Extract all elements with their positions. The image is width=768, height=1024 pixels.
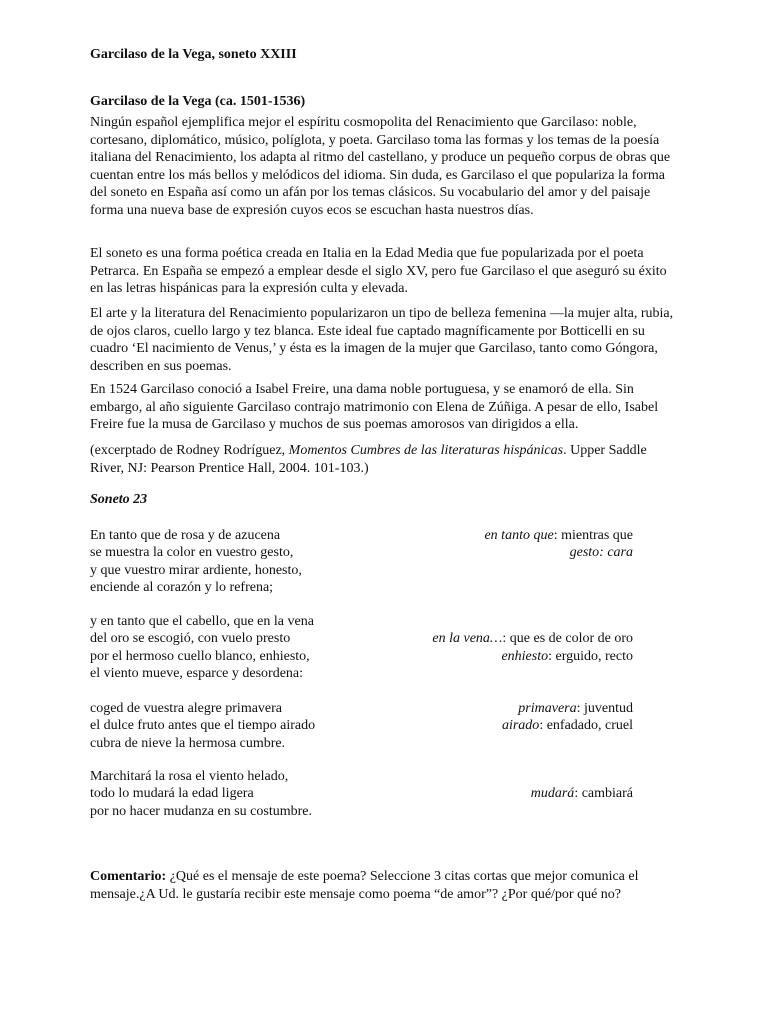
verse-text: todo lo mudará la edad ligera [90, 786, 254, 802]
poem-line [90, 630, 633, 647]
gloss [570, 544, 633, 562]
gloss [531, 785, 633, 803]
poem-line [90, 562, 633, 579]
verse-text: coged de vuestra alegre primavera [90, 701, 283, 716]
gloss-definition: : mientras que [553, 528, 633, 543]
citation [90, 442, 676, 477]
poem-line [90, 803, 633, 820]
gloss-term: mudará [530, 786, 575, 802]
verse-text: por no hacer mudanza en su costumbre. [90, 803, 312, 819]
citation-suffix: . Upper Saddle River, NJ: Pearson Prentice Hall, 2004. 101-103.) [90, 443, 647, 476]
gloss-term: primavera [518, 701, 577, 716]
comment-text: ¿Qué es el mensaje de este poema? Seleccione 3 citas cortas que mejor comunica el mensaje.¿A Ud. le gustaría recibir este mensaje como poema “de amor”? ¿Por qué/por qué no? [90, 869, 639, 902]
verse-text: y que vuestro mirar ardiente, honesto, [90, 562, 302, 578]
comment-question [90, 868, 676, 903]
comment-label: Comentario: [90, 869, 167, 884]
verse-text: se muestra la color en vuestro gesto, [90, 545, 294, 561]
poem-line [90, 665, 633, 682]
verse-text: del oro se escogió, con vuelo presto [90, 631, 291, 647]
poem-line [90, 735, 633, 752]
verse-text: cubra de nieve la hermosa cumbre. [90, 735, 286, 751]
poem-line [90, 648, 633, 665]
gloss-term: en tanto que [484, 528, 554, 543]
verse-text: enciende al corazón y lo refrena; [90, 579, 274, 595]
poem-line [90, 544, 633, 561]
verse-text: y en tanto que el cabello, que en la vena [90, 614, 314, 629]
verse-text: Marchitará la rosa el viento helado, [90, 769, 289, 784]
poem-line [90, 768, 633, 785]
citation-prefix: (excerptado de Rodney Rodríguez, [90, 443, 289, 458]
gloss [501, 648, 633, 666]
isabel-freire-paragraph: En 1524 Garcilaso conoció a Isabel Freire, una dama noble portuguesa, y se enamoró de ella. Sin embargo, al año siguiente Garcilaso contrajo matrimonio con Elena de Zúñiga. A pesar de ello, Isabel Freire fue la musa de Garcilaso y muchos de sus poemas amorosos van dirigidos a ella. [90, 382, 659, 432]
poem-line [90, 700, 633, 717]
poem-line [90, 527, 633, 544]
document-title: Garcilaso de la Vega, soneto XXIII [90, 47, 297, 62]
sonnet-title: Soneto 23 [90, 492, 148, 507]
gloss-definition: : juventud [576, 701, 633, 716]
sonnet-history-paragraph: El soneto es una forma poética creada en Italia en la Edad Media que fue popularizada por el poeta Petrarca. En España se empezó a emplear desde el siglo XV, pero fue Garcilaso el que aseguró su éxito en las letras hispánicas para la expresión culta y elevada. [90, 246, 667, 296]
gloss-definition: : que es de color de oro [502, 631, 633, 647]
gloss-definition: : cambiará [574, 786, 633, 802]
gloss-term: airado [501, 718, 540, 734]
renaissance-beauty-paragraph: El arte y la literatura del Renacimiento popularizaron un tipo de belleza femenina —la mujer alta, rubia, de ojos claros, cuello largo y tez blanca. Este ideal fue captado magníficamente por Botticelli en su cuadro ‘El nacimiento de Venus,’ y ésta es la imagen de la mujer que Garcilaso, tanto como Góngora, describen en sus poemas. [90, 306, 674, 374]
gloss [432, 630, 633, 648]
stanza-4 [90, 768, 633, 820]
verse-text: el viento mueve, esparce y desordena: [90, 665, 304, 681]
gloss-term: en la vena… [432, 631, 503, 647]
gloss [518, 700, 633, 718]
bio-heading: Garcilaso de la Vega (ca. 1501-1536) [90, 94, 306, 109]
gloss-definition: : enfadado, cruel [539, 718, 633, 734]
verse-text: En tanto que de rosa y de azucena [90, 528, 281, 543]
gloss-term: gesto: cara [569, 545, 633, 561]
citation-book-title: Momentos Cumbres de las literaturas hispánicas [288, 443, 564, 458]
poem-line [90, 717, 633, 734]
stanza-3 [90, 700, 633, 752]
gloss [502, 717, 633, 735]
gloss-term: enhiesto [501, 648, 549, 664]
verse-text: por el hermoso cuello blanco, enhiesto, [90, 648, 310, 664]
gloss [484, 527, 633, 545]
intro-paragraph: Ningún español ejemplifica mejor el espíritu cosmopolita del Renacimiento que Garcilaso: noble, cortesano, diplomático, músico, políglota, y poeta. Garcilaso toma las formas y los temas de la poesía italiana del Renacimiento, los adapta al ritmo del castellano, y produce un pequeño corpus de obras que cuentan entre los más bellos y melódicos del idioma. Sin duda, es Garcilaso el que populariza la forma del soneto en España así como un afán por los temas clásicos. Su vocabulario del amor y del paisaje forma una nueva base de expresión cuyos ecos se escuchan hasta nuestros días. [90, 115, 671, 218]
poem-line [90, 579, 633, 596]
stanza-1 [90, 527, 633, 596]
poem-line [90, 613, 633, 630]
gloss-definition: : erguido, recto [548, 648, 633, 664]
stanza-2 [90, 613, 633, 682]
verse-text: el dulce fruto antes que el tiempo airado [90, 718, 316, 734]
poem-line [90, 785, 633, 802]
